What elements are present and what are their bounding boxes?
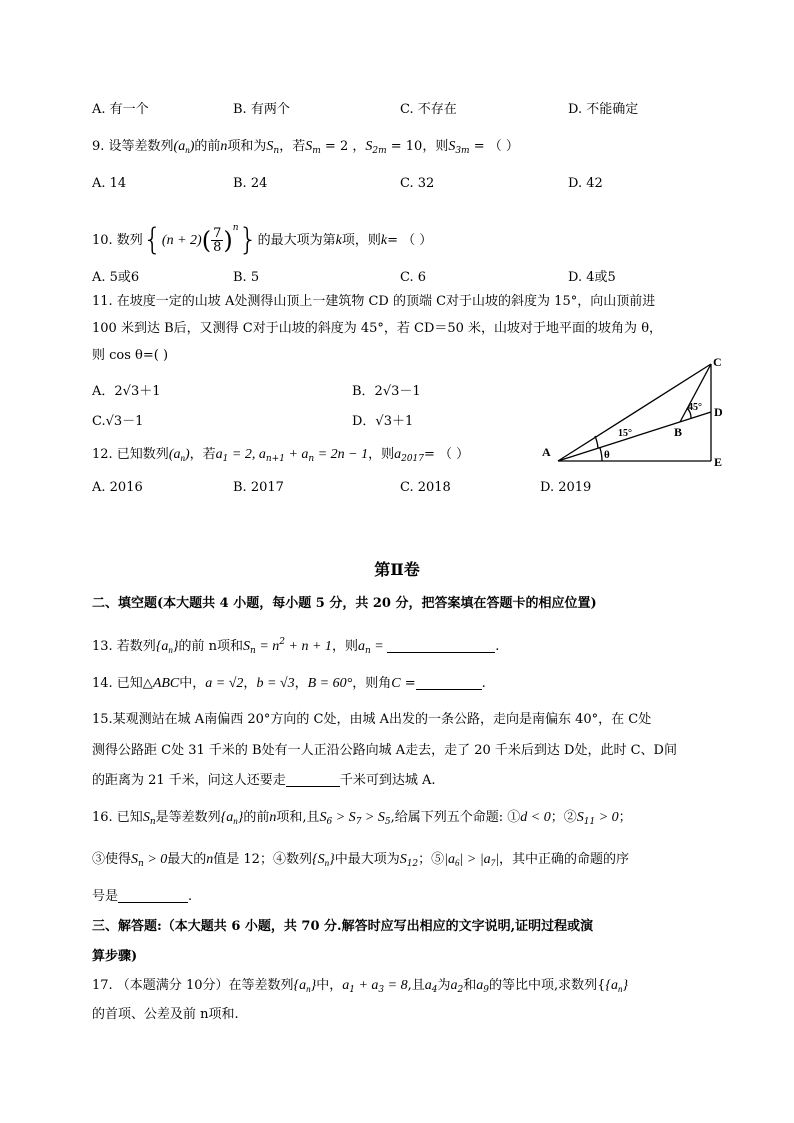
q10-option-a: A. 5或6 xyxy=(92,270,140,285)
label-15deg: 15° xyxy=(618,428,632,439)
q13-answer-blank[interactable] xyxy=(387,638,495,653)
q12-option-c: C. 2018 xyxy=(400,480,451,495)
q16-line-2: ③使得$S_n > 0$最大的n值是 12；④数列$\{S_n\}$中最大项为$S_{12}$；$⑤|a_6| > |a_7|$，其中正确的命题的序 xyxy=(92,852,630,869)
section-3-heading-line-2: 算步骤) xyxy=(92,949,138,964)
q16-line-3: 号是 . xyxy=(92,889,193,904)
q10-option-d: D. 4或5 xyxy=(568,270,616,285)
q11-option-a: A．2√3＋1 xyxy=(92,384,161,399)
q16-line-1: 16. 已知$S_n$是等差数列$\{a_n\}$的前n项和,且$S_6 > S_7 > S_5$,给属下列五个命题: ①d < 0；$②S_{11} > 0$； xyxy=(92,810,632,827)
q11-option-c: C.√3－1 xyxy=(92,414,144,429)
q12-option-b: B. 2017 xyxy=(233,480,284,495)
q9-option-b: B. 24 xyxy=(233,176,268,191)
angle-theta-arc xyxy=(600,448,602,461)
q11-option-d: D．√3＋1 xyxy=(352,414,414,429)
label-45deg: 45° xyxy=(688,402,702,413)
q15-line-1: 15.某观测站在城 A南偏西 20°方向的 C处，由城 A出发的一条公路，走向是南偏东 40°，在 C处 xyxy=(92,712,652,727)
q15-line-3: 的距离为 21 千米，问这人还要走 千米可到达城 A. xyxy=(92,773,436,788)
q10-option-c: C. 6 xyxy=(400,270,427,285)
section-3-heading-line-1: 三、解答题:（本大题共 6 小题，共 70 分.解答时应写出相应的文字说明,证明过程或演 xyxy=(92,919,594,934)
q16-answer-blank[interactable] xyxy=(118,888,188,903)
section-2-title: 第Ⅱ卷 xyxy=(374,560,420,579)
label-d: D xyxy=(714,405,723,419)
q12-stem: 12. 已知数列$(a_n)$，若$a_1 = 2$, $a_{n+1} + a_n = 2n - 1$，则$a_{2017}=$ （ ） xyxy=(92,447,470,464)
q9-stem: 9. 设等差数列$(a_n)$的前n项和为$S_n$，若$S_m = 2$ ，$S_{2m} = 10$，则$S_{3m}$ = （ ） xyxy=(92,139,519,156)
q8-option-a: A. 有一个 xyxy=(92,102,149,117)
label-a: A xyxy=(542,445,551,459)
q11-line-2: 100 米到达 B后，又测得 C对于山坡的斜度为 45°，若 CD＝50 米，山坡对于地平面的坡角为 θ， xyxy=(92,321,663,336)
q15-line-2: 测得公路距 C处 31 千米的 B处有一人正沿公路向城 A走去，走了 20 千米后到达 D处，此时 C、D间 xyxy=(92,743,677,758)
q15-answer-blank[interactable] xyxy=(286,772,340,787)
q12-option-a: A. 2016 xyxy=(92,480,143,495)
label-b: B xyxy=(674,425,683,439)
q11-line-1: 11. 在坡度一定的山坡 A处测得山顶上一建筑物 CD 的顶端 C对于山坡的斜度为 15°，向山顶前进 xyxy=(92,294,656,309)
angle-15-arc xyxy=(595,436,598,448)
q17-line-2: 的首项、公差及前 n项和. xyxy=(92,1007,239,1022)
slope-figure xyxy=(540,352,740,476)
q14-answer-blank[interactable] xyxy=(416,675,482,690)
q10-option-b: B. 5 xyxy=(233,270,260,285)
label-e: E xyxy=(714,455,723,469)
q17-line-1: 17. （本题满分 10分）在等差数列$\{a_n\}$中，$a_1 + a_3 = 8$,且$a_4$为$a_2$和$a_9$的等比中项,求数列{$\{a_n\}$ xyxy=(92,978,629,995)
q11-option-b: B．2√3－1 xyxy=(352,384,421,399)
label-theta: θ xyxy=(604,449,610,461)
q13-stem: 13. 若数列$\{a_n\}$的前 n项和$S_n = n^2 + n + 1$，则$a_n$ = . xyxy=(92,637,500,656)
q14-stem: 14. 已知△ABC中，a = √2，b = √3，B = 60°，则角C = . xyxy=(92,676,486,691)
q9-option-a: A. 14 xyxy=(92,176,127,191)
q12-option-d: D. 2019 xyxy=(540,480,592,495)
q9-option-d: D. 42 xyxy=(568,176,603,191)
q10-stem: 10. 数列{(n + 2)( $\frac{7}{8}$ )$^n$}的最大项为第k项，则k= （ ） xyxy=(92,222,433,258)
slope-line-ad xyxy=(558,412,711,461)
q9-option-c: C. 32 xyxy=(400,176,435,191)
label-c: C xyxy=(713,355,722,369)
q8-option-d: D. 不能确定 xyxy=(568,102,639,117)
section-2-heading: 二、填空题(本大题共 4 小题，每小题 5 分，共 20 分，把答案填在答题卡的相应位置) xyxy=(92,596,597,611)
q8-option-c: C. 不存在 xyxy=(400,102,457,117)
q11-line-3: 则 cos θ=( ) xyxy=(92,348,169,363)
q8-option-b: B. 有两个 xyxy=(233,102,290,117)
